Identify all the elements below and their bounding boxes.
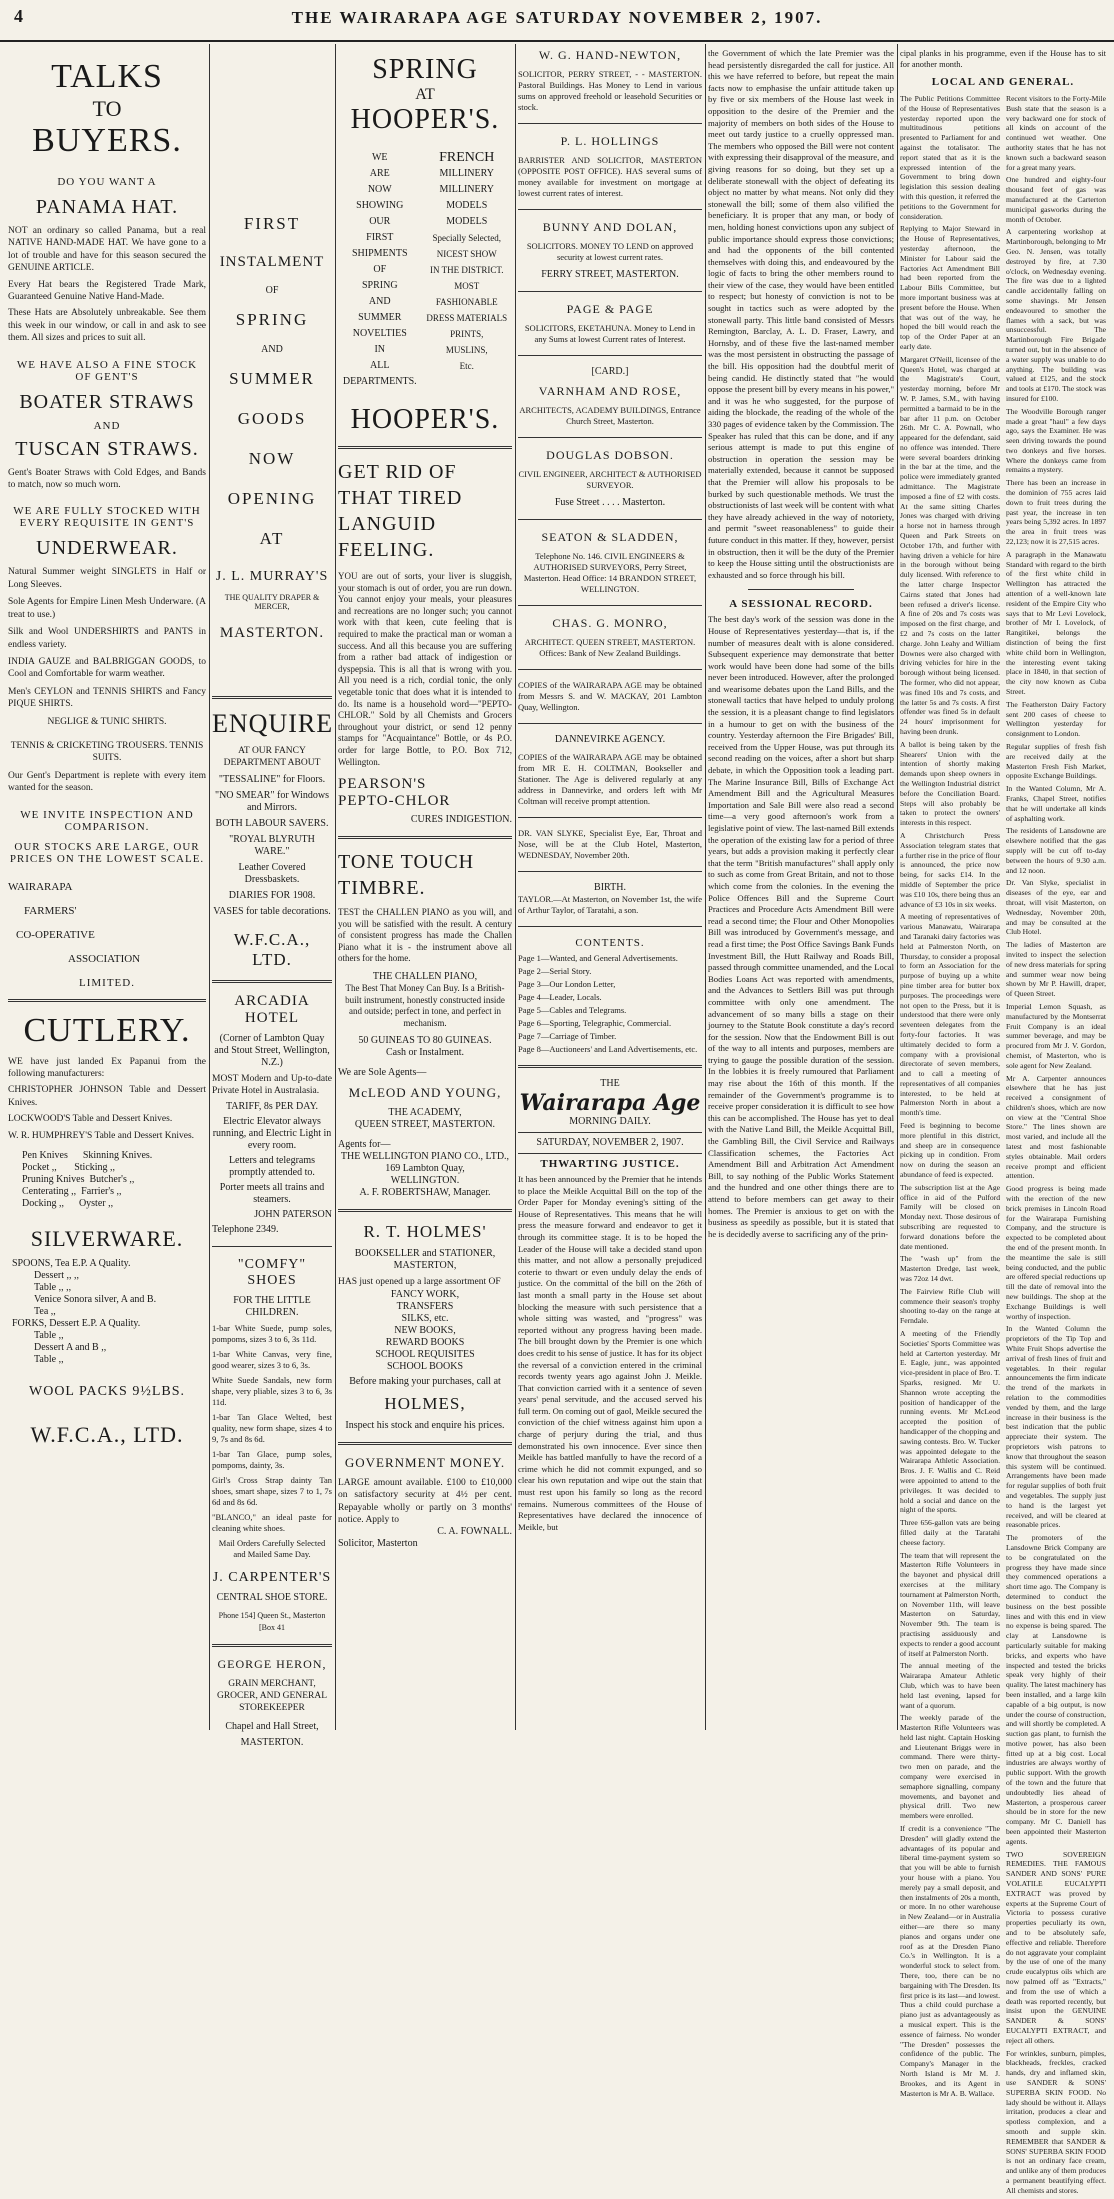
- panama-text: NOT an ordinary so called Panama, but a real NATIVE HAND-MADE HAT. We have gone to a lot of trouble and have for this season secured the GENUINE ARTICLE.: [8, 226, 206, 274]
- column-rule: [335, 44, 336, 1730]
- comfy-heading: "COMFY" SHOES: [237, 1256, 307, 1288]
- column-4: W. G. HAND-NEWTON, SOLICITOR, PERRY STREET, - - MASTERTON. Pastoral Buildings. Has Money to Lend in various sums on approved freehold or leasehold Securities or stock. P. L. HOLLINGS BARRISTER AND SOLICITOR, MASTERTON (OPPOSITE POST OFFICE). HAS several sums of money available for investment on mortgage at lowest current rates of interest. BUNNY AND DOLAN, SOLICITORS. MONEY TO LEND on approved security at lowest current rates. FERRY STREET, MASTERTON. PAGE & PAGE SOLICITORS, EKETAHUNA. Money to Lend in any Sums at lowest Current rates of Interest. [CARD.] VARNHAM AND ROSE, ARCHITECTS, ACADEMY BUILDINGS, Entrance Church Street, Masterton. DOUGLAS DOBSON. CIVIL ENGINEER, ARCHITECT & AUTHORISED SURVEYOR. Fuse Street . . . . Masterton. SEATON & SLADDEN, Telephone No. 146. CIVIL ENGINEERS & AUTHORISED SURVEYORS, Perry Street, Masterton. Head Office: 14 BRANDON STREET, WELLINGTON. CHAS. G. MONRO, ARCHITECT. QUEEN STREET, MASTERTON. Offices: Bank of New Zealand Buildings. COPIES of the WAIRARAPA AGE may be obtained from Messrs S. and W. MACKAY, 201 Lambton Quay, Wellington. DANNEVIRKE AGENCY. COPIES of the WAIRARAPA AGE may be obtained from MR E. H. COLTMAN, Bookseller and Stationer. The Age is delivered regularly at any address in Dannevirke, and orders left with Mr Coltman will receive prompt attention. DR. VAN SLYKE, Specialist Eye, Ear, Throat and Nose, will be at the Club Hotel, Masterton, WEDNESDAY, November 20th. BIRTH. TAYLOR.—At Masterton, on November 1st, the wife of Arthur Taylor, of Taratahi, a son. CONTENTS. Page 1—Wanted, and General Advertisements. Page 2—Serial Story. Page 3—Our London Letter, Page 4—Leader, Locals. Page 5—Cables and Telegrams. Page 6—Sporting, Telegraphic, Commercial. Page 7—Carriage of Timber. Page 8—Auctioneers' and Land Advertisements, etc. THE Wairarapa Age MORNING DAILY. SATURDAY, NOVEMBER 2, 1907. THWARTING JUSTICE. It has been announced by the Premier that he intends to place the Meikle Acquittal Bill on the top of the Order Paper for Monday evening's sitting of the House of Representatives. This means that he will press the measure forward and endeavor to get it through its committee stage. It is to be hoped the Leader of the House will take a decided stand upon this matter, and not allow a personally prejudiced coterie to thwart or even unduly delay the ends of justice. On the committal of the bill on the 26th of last month a small party in the House set about blocking the measure with such persistence that a whole sitting was wasted, and "progress" was reported without any progress having been made. The bill brought down by the Premier is one which does credit to his sense of justice. It has for its object the reversal of a conviction entered in the criminal records twenty years ago against John J. Meikle. That conviction carried with it a sentence of seven years' penal servitude, and the accused served his full term. On coming out of gaol, Meikle secured the conviction of the chief witness against him upon a charge of perjury during the trial, and thus demonstrated his own innocence. Ever since then Meikle has battled manfully to have the record of a crime which he did not commit expunged, and so clear his own reputation and wipe out the stain that must rest upon his family so long as the record remains. Numerous committees of the House of Representatives have declared the innocence of Meikle, but: [518, 48, 702, 1532]
- panama-text2: Every Hat bears the Registered Trade Mark, Guaranteed Genuine Native Hand-Made.: [8, 279, 206, 303]
- heron-heading: GEORGE HERON,: [217, 1656, 327, 1671]
- enquire-list: "TESSALINE" for Floors. "NO SMEAR" for Windows and Mirrors. BOTH LABOUR SAVERS. "ROYAL BLYRUTH WARE." Leather Covered Dressbaskets. DIARIES FOR 1908. VASES for table decorations.: [213, 773, 331, 917]
- leader-text: It has been announced by the Premier that he intends to place the Meikle Acquittal Bill on the top of the Order Paper for Monday evening's sitting of the House of Representatives. This means that he will press the measure forward and endeavor to get it through its committee stage. It is to be hoped the Leader of the House will take a decided stand upon this matter, and not allow a personally prejudiced coterie to thwart or even unduly delay the ends of justice. On the committal of the bill on the 26th of last month a small party in the House set about blocking the measure with such persistence that a whole sitting was wasted, and "progress" was reported without any progress having been made. The bill brought down by the Premier is one which does credit to his sense of justice. It has for its object the reversal of a conviction entered in the criminal records twenty years ago against John J. Meikle. That conviction carried with it a sentence of seven years' penal servitude, and the accused served his full term. On coming out of gaol, Meikle secured the conviction of the chief witness against him upon a charge of perjury during the trial, and thus demonstrated his own innocence. Ever since then Meikle has battled manfully to have the record of a crime which he did not commit expunged, and so clear his own reputation and wipe out the stain that must rest upon his family so long as the record remains. Numerous committees of the House of Representatives have declared the innocence of Meikle, but: [518, 1174, 702, 1532]
- column-3: SPRING AT HOOPER'S. WE ARE NOW SHOWING OUR FIRST SHIPMENTS OF SPRING AND SUMMER NOVELTIES IN ALL DEPARTMENTS. FRENCH MILLINERY MILLINERY MODELS MODELS Specially Selected, NICEST SHOW IN THE DISTRICT. MOST FASHIONABLE DRESS MATERIALS PRINTS, MUSLINS, Etc. HOOPER'S. GET RID OF THAT TIRED LANGUID FEELING. YOU are out of sorts, your liver is sluggish, your stomach is out of order, you are run down. You cannot enjoy your meals, your pleasures and recreations are no longer such; you cannot work with that keen, cute feeling that is required to make the practical man or woman a success. And all this because you are suffering from a rather bad attack of indigestion or dyspepsia. This is all that is wrong with you. All you need is a rich, cordial tonic, the only vegetable tonic that does what it is intended to do. Its name is a household word—"PEPTO-CHLOR." Sold by all Chemists and Grocers throughout your district, or send 12 penny stamps for "Acquaintance" Bottle, or 4s P.O. order for large Bottle, to P.O. Box 712, Wellington. PEARSON'S PEPTO-CHLOR CURES INDIGESTION. TONE TOUCH TIMBRE. TEST the CHALLEN PIANO as you will, and you will be satisfied with the result. A century of consistent progress has made the Challen Piano what it is - the instrument above all others for the home. THE CHALLEN PIANO, The Best That Money Can Buy. Is a British-built instrument, honestly constructed inside and outside; perfect in tone, and perfect in mechanism. 50 GUINEAS TO 80 GUINEAS. Cash or Instalment. We are Sole Agents— McLEOD AND YOUNG, THE ACADEMY, QUEEN STREET, MASTERTON. Agents for— THE WELLINGTON PIANO CO., LTD., 169 Lambton Quay, WELLINGTON. A. F. ROBERTSHAW, Manager. R. T. HOLMES' BOOKSELLER and STATIONER, MASTERTON, HAS just opened up a large assortment OF FANCY WORK, TRANSFERS SILKS, etc. NEW BOOKS, REWARD BOOKS SCHOOL REQUISITES SCHOOL BOOKS Before making your purchases, call at HOLMES, Inspect his stock and enquire his prices. GOVERNMENT MONEY. LARGE amount available. £100 to £10,000 on satisfactory security at 4½ per cent. Repayable wholly or partly on 3 months' notice. Apply to C. A. FOWNALL. Solicitor, Masterton: [338, 54, 512, 1550]
- leader-heading: THWARTING JUSTICE.: [540, 1158, 680, 1170]
- invite-text: WE INVITE INSPECTION AND COMPARISON.: [20, 808, 194, 833]
- getrid-heading: GET RID OF THAT TIRED LANGUID FEELING.: [338, 461, 463, 561]
- spring-heading: SPRING AT HOOPER'S.: [350, 54, 500, 135]
- getrid-text: YOU are out of sorts, your liver is sluggish, your stomach is out of order, you are run down. You cannot enjoy your meals, your pleasures and recreations are no longer such; you cannot work with that keen, cute feeling that is required to make the practical man or woman a success. And all this because you are suffering from a rather bad attack of indigestion or dyspepsia. This is all that is wrong with you. All you need is a rich, cordial tonic, the only vegetable tonic that does what it is intended to do. Its name is a household word—"PEPTO-CHLOR." Sold by all Chemists and Grocers throughout your district, or send 12 penny stamps for "Acquaintance" Bottle, or 4s P.O. order for large Bottle, to P.O. Box 712, Wellington.: [338, 571, 512, 767]
- column-6: cipal planks in his programme, even if the House has to sit for another month. LOCAL AND GENERAL. The Public Petitions Committee of the House of Representatives yesterday reported upon the multitudinous petitions presented to Parliament for and against the totalisator. The report stated that as it is the expressed intention of the Government to bring down legislation this session dealing with this question, it referred the petitions to the Government for consideration. Replying to Major Steward in the House of Representatives, yesterday afternoon, the Minister for Labour said the Factories Act Amendment Bill had been reported from the Labour Bills Committee, but more important business was at present before the House. When that was out of the way, he hoped the bill would reach the top of the Order Paper at an early date. Margaret O'Neill, licensee of the Queen's Hotel, was charged at the Magistrate's Court, yesterday morning, before Mr W. P. James, S.M., with having permitted a barmaid to be in the bar after 11 p.m. on October 26th. Mr C. A. Pownall, who appeared for the defendant, said no offence was intended. There were several boarders drinking in the bar at the time, and the police were immediately granted admittance. The Magistrate imposed a fine of £2 with costs. At the same sitting Charles Jones was charged with driving a horse not in harness through Queen and Park Streets on October 17th, and further with having driven a vehicle for hire in the borough without being duly licensed. With reference to the latter charge Inspector Cairns stated that Jones had been refused a driver's license. A fine of 20s and 7s costs was imposed on the first charge, and £2 and 7s costs on the latter charge. John Leahy and William Downes were also charged with driving vehicles for hire in the borough without being licensed. The former, who did not appear, was fined 10s and 7s costs, and the latter 5s and 7s costs. A first offender was fined 5s in default 24 hours' imprisonment for having been drunk. A ballot is being taken by the Shearers' Union with the intention of shortly making demands upon sheep owners in the Wellington Industrial district before the Conciliation Board. Steps will also probably be taken to protect the owners' interests in this respect. A Christchurch Press Association telegram states that a further rise in the price of flour is announced, the price now being, for sacks £14. In the middle of September the price was £10 10s, there being thus an advance of £3 10s in six weeks. A meeting of representatives of various Manawatu, Wairarapa and Taranaki dairy factories was held at Palmerston North, on Thursday, to consider a proposal to form an Association for the purpose of buying up a white pine timber area for butter box purposes. The proceedings were not open to the Press, but it is understood that there were only seventeen delegates from the forty-four factories. It was ultimately decided to form a company with a provisional directorate of seven members, and to call a meeting of representatives of all companies interested, to be held at Palmerston North in about a month's time. Feed is beginning to become more plentiful in this district, and sheep are in consequence picking up in condition. From now on during the season an abundance of feed is expected. The subscription list at the Age office in aid of the Pulford Family will be closed on Monday next. Those desirous of subscribing are requested to forward donations before the date mentioned. The "wash up" from the Masterton Dredge, last week, was 72oz 14 dwt. The Fairview Rifle Club will commence their season's trophy shooting to-day on the range at Ferndale. A meeting of the Friendly Societies' Sports Committee was held at Carterton yesterday. Mr E. Eagle, junr., was appointed vice-president in place of Bro. T. Sparks, resigned. Mr U. Shannon wrote accepting the position of handicapper of the running events. Mr McLeod accepted the position of handicapper of the chopping and sawing contests. Bro. W. Tucker was appointed delegate to the Wairarapa Athletic Association. Bros. J. F. Wallis and C. Reid were appointed to attend to the privileges. It was decided to hold a social and dance on the night of the sports. Three 656-gallon vats are being filled daily at the Taratahi cheese factory. The team that will represent the Masterton Rifle Volunteers in the bayonet and physical drill exercises at the military tournament at Palmerston North, on November 11th, will leave Masterton on Saturday, November 9th. The team is practising assiduously and expects to render a good account of itself at Palmerston North. The annual meeting of the Wairarapa Amateur Athletic Club, which was to have been held last evening, lapsed for want of a quorum. The weekly parade of the Masterton Rifle Volunteers was held last night. Captain Hosking and Lieutenant Briggs were in command. There were thirty-two men on parade, and the company were exercised in semaphore signalling, company movements, and bayonet and physical drill. Two new members were enrolled. If credit is a convenience "The Dresden" will gladly extend the advantages of its popular and liberal time-payment system so that you will be able to furnish your house with a piano. You merely pay a small deposit, and then instalments of 20s a month, or more. In no other warehouse in New Zealand—or in Australia either—are there so many pianos and organs under one roof as at the Dresden Piano Co.'s in Wellington. It is a wonderful stock to select from. There, too, there can be no bargaining with The Dresden. Its first price is its last—and lowest. Thus a child could purchase a piano just as advantageously as a musical expert. This is the essence of fairness. No wonder "The Dresden" possesses the confidence of the public. The Company's Manager in the North Island is Mr M. J. Brookes, and its Agent in Masterton is Mr A. B. Wallace. Recent visitors to the Forty-Mile Bush state that the season is a very backward one for stock of all kinds on account of the continued wet weather. One authority states that he has not known such a backward season for a great many years. One hundred and eighty-four thousand feet of gas was manufactured at the Carterton municipal gasworks during the month of October. A carpentering workshop at Martinborough, belonging to Mr Geo. N. Jensen, was totally destroyed by fire, at 7.30 o'clock, on Wednesday evening. The fire was due to a lighted candle accidentally falling on some shavings. Mr Jensen endeavoured to smother the flames with a sack, but was unsuccessful. The Martinborough Fire Brigade turned out, but in the absence of a water supply was unable to do anything. The building was valued at £125, and the stock and tools at £170. The stock was insured for £100. The Woodville Borough ranger made a great "haul" a few days ago, says the Examiner. He was seen driving towards the pound two donkeys and five horses. Where the donkeys came from remains a mystery. There has been an increase in the dominion of 755 acres laid down to fruit trees during the past year, the increase in ten years being 5,392 acres. In 1897 the area in fruit trees was 22,123; now it is 27,515 acres. A paragraph in the Manawatu Standard with regard to the birth of the first white child in Wellington has attracted the attention of a well-known late resident of the Empire City who says that to Mr Levi Lovelock, brother of Mr I. Lovelock, of Rangitikei, belongs the distinction of being the first white child born in Wellington, the interesting event taking place in 1840, in that section of the city now known as Cuba Street. The Featherston Dairy Factory sent 200 cases of cheese to Wellington yesterday for consignment to London. Regular supplies of fresh fish are received daily at the Masterton Fresh Fish Market, opposite Exchange Buildings. In the Wanted Column, Mr A. Franks, Chapel Street, notifies that he will undertake all kinds of asphalting work. The residents of Lansdowne are elsewhere notified that the gas supply will be cut off to-day between the hours of 9.30 a.m. and 12 noon. Dr. Van Slyke, specialist in diseases of the eye, ear and throat, will visit Masterton, on Wednesday, November 20th, and may be consulted at the Club Hotel. The ladies of Masterton are invited to inspect the selection of new dress materials for spring and summer wear now being shown by Mr P. Hawill, draper, of Queen Street. Imperial Lemon Squash, as manufactured by the Montserrat Fruit Company is an ideal summer beverage, and may be procured from Mr J. V. Gordon, chemist, of Masterton, who is sole agent for New Zealand. Mr A. Carpenter announces elsewhere that he has just received a consignment of children's shoes, which are now on view at the "Central Shoe Store." The lines shown are most varied, and include all the latest and most fashionable styles obtainable. Mail orders receive prompt and efficient attention. Good progress is being made with the erection of the new brick premises in Lincoln Road for the Wairarapa Furnishing Company, and the structure is expected to be completed about the end of the present month. In the meantime the sale is still being conducted, and the public are offered special reductions up till the date of removal into the new buildings. The shop at the Exchange Buildings is well worthy of inspection. In the Wanted Column the proprietors of the Tip Top and White Fruit Shops advertise the arrival of fresh lines of fruit and vegetables. In their regular announcements the firm indicate the trend of the markets in relation to the commodities vended by them, and the large increase in their business is the best indication that the public appreciate their system. The proprietors wish patrons to know that throughout the season this system will be continued. Arrangements have been made for regular supplies of both fruit and vegetables. The supply just to hand is the largest yet received, and will be cleared at reasonable prices. The promoters of the Lansdowne Brick Company are to be congratulated on the progress they have made since they commenced operations a short time ago. The Company is determined to conduct the business on the best possible lines and with this end in view no expense is being spared. The clay at Lansdowne is particularly suitable for making bricks, and experts who have inspected and tested the bricks speak very highly of their quality. The latest machinery has been installed, and a large kiln capable of a big output, is now under the course of construction, and will shortly be completed. A suction gas plant, to furnish the motive power, has also been fitted up at a big cost. Local industries are always worthy of public support. With the growth of the town and the future that undoubtedly lies ahead of Masterton, a prosperous career should be in store for the new company. Mr C. Daniell has been appointed their Masterton agents. TWO SOVEREIGN REMEDIES. THE FAMOUS SANDER AND SONS' PURE VOLATILE EUCALYPTI EXTRACT was proved by experts at the Supreme Court of Victoria to possess curative properties peculiarly its own, and to be absolutely safe, effective and reliable. Therefore do not aggravate your complaint by the use of one of the many crude eucalyptus oils which are now palmed off as "Extracts," and from the use of which a death was reported recently, but insist upon the GENUINE SANDER & SONS' EUCALYPTI EXTRACT, and reject all others. For wrinkles, sunburn, pimples, blackheads, freckles, cracked hands, dry and inflamed skin, use SANDER & SONS' SUPERBA SKIN FOOD. No lady should be without it. Allays irritation, produces a clear and spotless complexion, and a smooth and supple skin. REMEMBER that SANDER & SONS' SUPERBA SKIN FOOD is not an ordinary face cream, and unlike any of them produces a permanent beautifying effect. All chemists and stores.: [900, 44, 1106, 1730]
- wool-packs: WOOL PACKS 9½LBS.: [29, 1384, 185, 1399]
- column-2: FIRST INSTALMENT OF SPRING AND SUMMER GOODS NOW OPENING AT J. L. MURRAY'S THE QUALITY DRAPER & MERCER, MASTERTON. ENQUIRE AT OUR FANCY DEPARTMENT ABOUT "TESSALINE" for Floors. "NO SMEAR" for Windows and Mirrors. BOTH LABOUR SAVERS. "ROYAL BLYRUTH WARE." Leather Covered Dressbaskets. DIARIES FOR 1908. VASES for table decorations. W.F.C.A., LTD. ARCADIA HOTEL (Corner of Lambton Quay and Stout Street, Wellington, N.Z.) MOST Modern and Up-to-date Private Hotel in Australasia. TARIFF, 8s PER DAY. Electric Elevator always running, and Electric Light in every room. Letters and telegrams promptly attended to. Porter meets all trains and steamers. JOHN PATERSON Telephone 2349. "COMFY" SHOES FOR THE LITTLE CHILDREN. 1-bar White Suede, pump soles, pompoms, sizes 3 to 6, 3s 11d. 1-bar White Canvas, very fine, good wearer, sizes 3 to 6, 3s. White Suede Sandals, new form shape, very pliable, sizes 3 to 6, 3s 11d. 1-bar Tan Glace Welted, best quality, new form shape, sizes 4 to 9, 7s and 8s 6d. 1-bar Tan Glace, pump soles, pompoms, dainty, 3s. Girl's Cross Strap dainty Tan shoes, smart shape, sizes 7 to 1, 7s 6d and 8s 6d. "BLANCO," an ideal paste for cleaning white shoes. Mail Orders Carefully Selected and Mailed Same Day. J. CARPENTER'S CENTRAL SHOE STORE. Phone 154] Queen St., Masterton [Box 41 GEORGE HERON, GRAIN MERCHANT, GROCER, AND GENERAL STOREKEEPER Chapel and Hall Street, MASTERTON.: [212, 214, 334, 1748]
- and-label: AND: [93, 419, 121, 432]
- edition-date: SATURDAY, NOVEMBER 2, 1907.: [536, 1137, 684, 1148]
- holmes-heading: R. T. HOLMES': [363, 1222, 487, 1242]
- page-number: 4: [14, 6, 23, 26]
- nameplate: Wairarapa Age: [519, 1090, 701, 1116]
- panama-heading: PANAMA HAT.: [35, 196, 179, 218]
- wfca-footer: W.F.C.A., LTD.: [30, 1422, 184, 1447]
- hoopers-footer: HOOPER'S.: [350, 404, 500, 435]
- local-general-heading: LOCAL AND GENERAL.: [931, 76, 1075, 88]
- cutlery-text: WE have just landed Ex Papanui from the following manufacturers:: [8, 1056, 206, 1079]
- underwear-heading: UNDERWEAR.: [36, 537, 178, 560]
- tone-heading: TONE TOUCH TIMBRE.: [338, 851, 475, 900]
- knives-list: Pen Knives Skinning Knives. Pocket ,, Sticking ,, Pruning Knives Butcher's ,, Centerating ,, Farrier's ,, Docking ,, Oyster ,,: [22, 1150, 153, 1209]
- comfy-list: 1-bar White Suede, pump soles, pompoms, sizes 3 to 6, 3s 11d. 1-bar White Canvas, very fine, good wearer, sizes 3 to 6, 3s. White Suede Sandals, new form shape, very pliable, sizes 3 to 6, 3s 11d. 1-bar Tan Glace Welted, best quality, new form shape, sizes 4 to 9, 7s and 8s 6d. 1-bar Tan Glace, pump soles, pompoms, dainty, 3s. Girl's Cross Strap dainty Tan shoes, smart shape, sizes 7 to 1, 7s 6d and 8s 6d. "BLANCO," an ideal paste for cleaning white shoes. Mail Orders Carefully Selected and Mailed Same Day.: [212, 1322, 332, 1559]
- enquire-heading: ENQUIRE: [212, 709, 334, 738]
- underwear-intro: WE ARE FULLY STOCKED WITH EVERY REQUISITE IN GENT'S: [13, 505, 201, 530]
- murray-ad: FIRST INSTALMENT OF SPRING AND SUMMER GOODS NOW OPENING AT J. L. MURRAY'S THE QUALITY DRAPER & MERCER, MASTERTON.: [215, 214, 329, 641]
- contents-heading: CONTENTS.: [575, 937, 645, 949]
- masthead: [0, 0, 1114, 42]
- association-block: WAIRARAPA FARMERS' CO-OPERATIVE ASSOCIATION LIMITED.: [8, 880, 141, 989]
- gent-intro: WE HAVE ALSO A FINE STOCK OF GENT'S: [16, 358, 198, 383]
- contents-list: Page 1—Wanted, and General Advertisements. Page 2—Serial Story. Page 3—Our London Letter, Page 4—Leader, Locals. Page 5—Cables and Telegrams. Page 6—Sporting, Telegraphic, Commercial. Page 7—Carriage of Timber. Page 8—Auctioneers' and Land Advertisements, etc.: [518, 953, 698, 1054]
- panama-text3: These Hats are Absolutely unbreakable. See them this week in our window, or call in and ask to see them. All sizes and prices to suit all.: [8, 308, 206, 344]
- hoopers-fashion: WE ARE NOW SHOWING OUR FIRST SHIPMENTS OF SPRING AND SUMMER NOVELTIES IN ALL DEPARTMENTS. FRENCH MILLINERY MILLINERY MODELS MODELS Specially Selected, NICEST SHOW IN THE DISTRICT. MOST FASHIONABLE DRESS MATERIALS PRINTS, MUSLINS, Etc.: [342, 150, 508, 387]
- column-rule: [897, 44, 898, 1730]
- govt-money-heading: GOVERNMENT MONEY.: [344, 1454, 506, 1470]
- panama-intro: DO YOU WANT A: [57, 176, 157, 188]
- masthead-title: THE WAIRARAPA AGE SATURDAY NOVEMBER 2, 1907.: [291, 8, 823, 27]
- silverware-heading: SILVERWARE.: [30, 1226, 184, 1251]
- cutlery-heading: CUTLERY.: [23, 1011, 191, 1049]
- session-heading: A SESSIONAL RECORD.: [729, 598, 873, 611]
- column-rule: [209, 44, 210, 1730]
- local-general-body: The Public Petitions Committee of the House of Representatives yesterday reported upon the multitudinous petitions presented to Parliament for and against the totalisator. The report stated that as it is the expressed intention of the Government to bring down legislation this session dealing with this question, it referred the petitions to the Government for consideration. Replying to Major Steward in the House of Representatives, yesterday afternoon, the Minister for Labour said the Factories Act Amendment Bill had been reported from the Labour Bills Committee, but more important business was at present before the House. When that was out of the way, he hoped the bill would reach the top of the Order Paper at an early date. Margaret O'Neill, licensee of the Queen's Hotel, was charged at the Magistrate's Court, yesterday morning, before Mr W. P. James, S.M., with having permitted a barmaid to be in the bar after 11 p.m. on October 26th. Mr C. A. Pownall, who appeared for the defendant, said no offence was intended. There were several boarders drinking in the bar at the time, and the police were immediately granted admittance. The Magistrate imposed a fine of £2 with costs. At the same sitting Charles Jones was charged with driving a horse not in harness through Queen and Park Streets on October 17th, and further with having driven a vehicle for hire in the borough without being duly licensed. With reference to the latter charge Inspector Cairns stated that Jones had been refused a driver's license. A fine of 20s and 7s costs was imposed on the first charge, and £2 and 7s costs on the latter charge. John Leahy and William Downes were also charged with driving vehicles for hire in the borough without being licensed. The former, who did not appear, was fined 10s and 7s costs, and the latter 5s and 7s costs. A first offender was fined 5s in default 24 hours' imprisonment for having been drunk. A ballot is being taken by the Shearers' Union with the intention of shortly making demands upon sheep owners in the Wellington Industrial district before the Conciliation Board. Steps will also probably be taken to protect the owners' interests in this respect. A Christchurch Press Association telegram states that a further rise in the price of flour is announced, the price now being, for sacks £14. In the middle of September the price was £10 10s, there being thus an advance of £3 10s in six weeks. A meeting of representatives of various Manawatu, Wairarapa and Taranaki dairy factories was held at Palmerston North, on Thursday, to consider a proposal to form an Association for the purpose of buying up a white pine timber area for butter box purposes. The proceedings were not open to the Press, but it is understood that there were only seventeen delegates from the forty-four factories. It was ultimately decided to form a company with a provisional directorate of seven members, and to call a meeting of representatives of all companies interested, to be held at Palmerston North in about a month's time. Feed is beginning to become more plentiful in this district, and sheep are in consequence picking up in condition. From now on during the season an abundance of feed is expected. The subscription list at the Age office in aid of the Pulford Family will be closed on Monday next. Those desirous of subscribing are requested to forward donations before the date mentioned. The "wash up" from the Masterton Dredge, last week, was 72oz 14 dwt. The Fairview Rifle Club will commence their season's trophy shooting to-day on the range at Ferndale. A meeting of the Friendly Societies' Sports Committee was held at Carterton yesterday. Mr E. Eagle, junr., was appointed vice-president in place of Bro. T. Sparks, resigned. Mr U. Shannon wrote accepting the position of handicapper of the running events. Mr McLeod accepted the position of handicapper of the chopping and sawing contests. Bro. W. Tucker was appointed delegate to the Wairarapa Athletic Association. Bros. J. F. Wallis and C. Reid were appointed to attend to the privileges. It was decided to hold a social and dance on the night of the sports. Three 656-gallon vats are being filled daily at the Taratahi cheese factory. The team that will represent the Masterton Rifle Volunteers in the bayonet and physical drill exercises at the military tournament at Palmerston North, on November 11th, will leave Masterton on Saturday, November 9th. The team is practising assiduously and expects to render a good account of itself at Palmerston North. The annual meeting of the Wairarapa Amateur Athletic Club, which was to have been held last evening, lapsed for want of a quorum. The weekly parade of the Masterton Rifle Volunteers was held last night. Captain Hosking and Lieutenant Briggs were in command. There were thirty-two men on parade, and the company were exercised in semaphore signalling, company movements, and bayonet and physical drill. Two new members were enrolled. If credit is a convenience "The Dresden" will gladly extend the advantages of its popular and liberal time-payment system so that you will be able to furnish your house with a piano. You merely pay a small deposit, and then instalments of 20s a month, or more. In no other warehouse in New Zealand—or in Australia either—are there so many pianos and organs under one roof as at the Dresden Piano Co.'s in Wellington. It is a wonderful stock to select from. There, too, there can be no bargaining with The Dresden. Its first price is its last—and lowest. Thus a child could purchase a piano just as advantageously as a musical expert. This is the essence of fairness. No wonder "The Dresden" possesses the confidence of the public. The Company's Manager in the North Island is Mr M. J. Brookes, and its Agent in Masterton is Mr A. B. Wallace. Recent visitors to the Forty-Mile Bush state that the season is a very backward one for stock of all kinds on account of the continued wet weather. One authority states that he has not known such a backward season for a great many years. One hundred and eighty-four thousand feet of gas was manufactured at the Carterton municipal gasworks during the month of October. A carpentering workshop at Martinborough, belonging to Mr Geo. N. Jensen, was totally destroyed by fire, at 7.30 o'clock, on Wednesday evening. The fire was due to a lighted candle accidentally falling on some shavings. Mr Jensen endeavoured to smother the flames with a sack, but was unsuccessful. The Martinborough Fire Brigade turned out, but in the absence of a water supply was unable to do anything. The building was valued at £125, and the stock and tools at £170. The stock was insured for £100. The Woodville Borough ranger made a great "haul" a few days ago, says the Examiner. He was seen driving towards the pound two donkeys and five horses. Where the donkeys came from remains a mystery. There has been an increase in the dominion of 755 acres laid down to fruit trees during the past year, the increase in ten years being 5,392 acres. In 1897 the area in fruit trees was 22,123; now it is 27,515 acres. A paragraph in the Manawatu Standard with regard to the birth of the first white child in Wellington has attracted the attention of a well-known late resident of the Empire City who says that to Mr Levi Lovelock, brother of Mr I. Lovelock, of Rangitikei, belongs the distinction of being the first white child born in Wellington, the interesting event taking place in 1840, in that section of the city now known as Cuba Street. The Featherston Dairy Factory sent 200 cases of cheese to Wellington yesterday for consignment to London. Regular supplies of fresh fish are received daily at the Masterton Fresh Fish Market, opposite Exchange Buildings. In the Wanted Column, Mr A. Franks, Chapel Street, notifies that he will undertake all kinds of asphalting work. The residents of Lansdowne are elsewhere notified that the gas supply will be cut off to-day between the hours of 9.30 a.m. and 12 noon. Dr. Van Slyke, specialist in diseases of the eye, ear and throat, will visit Masterton, on Wednesday, November 20th, and may be consulted at the Club Hotel. The ladies of Masterton are invited to inspect the selection of new dress materials for spring and summer wear now being shown by Mr P. Hawill, draper, of Queen Street. Imperial Lemon Squash, as manufactured by the Montserrat Fruit Company is an ideal summer beverage, and may be procured from Mr J. V. Gordon, chemist, of Masterton, who is sole agent for New Zealand. Mr A. Carpenter announces elsewhere that he has just received a consignment of children's shoes, which are now on view at the "Central Shoe Store." The lines shown are most varied, and include all the latest and most fashionable styles obtainable. Mail orders receive prompt and efficient attention. Good progress is being made with the erection of the new brick premises in Lincoln Road for the Wairarapa Furnishing Company, and the structure is expected to be completed about the end of the present month. In the meantime the sale is still being conducted, and the public are offered special reductions up till the date of removal into the new buildings. The shop at the Exchange Buildings is well worthy of inspection. In the Wanted Column the proprietors of the Tip Top and White Fruit Shops advertise the arrival of fresh lines of fruit and vegetables. In their regular announcements the firm indicate the trend of the markets in relation to the commodities vended by them, and the large increase in their business is the best indication that the public appreciate their system. The proprietors wish patrons to know that throughout the season this system will be continued. Arrangements have been made for regular supplies of both fruit and vegetables. The supply just to hand is the largest yet received, and will be cleared at reasonable prices. The promoters of the Lansdowne Brick Company are to be congratulated on the progress they have made since they commenced operations a short time ago. The Company is determined to conduct the business on the best possible lines and with this end in view no expense is being spared. The clay at Lansdowne is particularly suitable for making bricks, and experts who have inspected and tested the bricks speak very highly of their quality. The latest machinery has been installed, and a large kiln capable of a big output, is now under the course of construction, and will shortly be completed. A suction gas plant, to furnish the motive power, has also been fitted up at a big cost. Local industries are always worthy of public support. With the growth of the town and the future that undoubtedly lies ahead of Masterton, a prosperous career should be in store for the new company. Mr C. Daniell has been appointed their Masterton agents. TWO SOVEREIGN REMEDIES. THE FAMOUS SANDER AND SONS' PURE VOLATILE EUCALYPTI EXTRACT was proved by experts at the Supreme Court of Victoria to possess curative properties peculiarly its own, and to be absolutely safe, effective and reliable. Therefore do not aggravate your complaint by the use of one of the many crude eucalyptus oils which are now palmed off as "Extracts," and from the use of which a death was reported recently, but insist upon the GENUINE SANDER & SONS' EUCALYPTI EXTRACT, and reject all others. For wrinkles, sunburn, pimples, blackheads, freckles, cracked hands, dry and inflamed skin, use SANDER & SONS' SUPERBA SKIN FOOD. No lady should be without it. Allays irritation, produces a clear and spotless complexion, and a smooth and supple skin. REMEMBER that SANDER & SONS' SUPERBA SKIN FOOD is not an ordinary face cream, and unlike any of them produces a permanent beautifying effect. All chemists and stores.: [900, 94, 1106, 2195]
- column-1: TALKS TO BUYERS. DO YOU WANT A PANAMA HAT. NOT an ordinary so called Panama, but a real NATIVE HAND-MADE HAT. We have gone to a lot of trouble and have for this season secured the GENUINE ARTICLE. Every Hat bears the Registered Trade Mark, Guaranteed Genuine Native Hand-Made. These Hats are Absolutely unbreakable. See them this week in our window, or call in and ask to see them. All sizes and prices to suit all. WE HAVE ALSO A FINE STOCK OF GENT'S BOATER STRAWS AND TUSCAN STRAWS. Gent's Boater Straws with Cold Edges, and Bands to match, now so much worn. WE ARE FULLY STOCKED WITH EVERY REQUISITE IN GENT'S UNDERWEAR. Natural Summer weight SINGLETS in Half or Long Sleeves. Sole Agents for Empire Linen Mesh Underware. (A treat to use.) Silk and Wool UNDERSHIRTS and PANTS in endless variety. INDIA GAUZE and BALBRIGGAN GOODS, to Cool and Comfortable for warm weather. Men's CEYLON and TENNIS SHIRTS and Fancy PIQUE SHIRTS. NEGLIGE & TUNIC SHIRTS. TENNIS & CRICKETING TROUSERS. TENNIS SUITS. Our Gent's Department is replete with every item wanted for the season. WE INVITE INSPECTION AND COMPARISON. OUR STOCKS ARE LARGE, OUR PRICES ON THE LOWEST SCALE. WAIRARAPA FARMERS' CO-OPERATIVE ASSOCIATION LIMITED. CUTLERY. WE have just landed Ex Papanui from the following manufacturers: CHRISTOPHER JOHNSON Table and Dessert Knives. LOCKWOOD'S Table and Dessert Knives. W. R. HUMPHREY'S Table and Dessert Knives. Pen Knives Skinning Knives. Pocket ,, Sticking ,, Pruning Knives Butcher's ,, Centerating ,, Farrier's ,, Docking ,, Oyster ,, SILVERWARE. SPOONS, Tea E.P. A Quality. Dessert ,, ,, Table ,, ,, Venice Sonora silver, A and B. Tea ,, FORKS, Dessert E.P. A Quality. Table ,, Dessert A and B ,, Table ,, WOOL PACKS 9½LBS. W.F.C.A., LTD.: [8, 58, 206, 1447]
- arcadia-heading: ARCADIA HOTEL: [234, 992, 310, 1026]
- tuscan-heading: TUSCAN STRAWS.: [15, 437, 199, 460]
- leader-continued: the Government of which the late Premier was the head persistently disregarded the call for justice. All this we have referred to before, but repeat the main facts now to emphasise the unfair attitude taken up by five or six members of the House last week in opposition to the desire of the Premier and the majority of members on both sides of the House to meet out tardy justice to a cruelly oppressed man. The members who opposed the Bill were not content with expressing their disapproval of the measure, and giving reasons for so doing, but they set up a deliberate stonewall with the object of defeating its object no matter by what means. Not only did they stonewall the bill; some of them also vilified the beneficiary. It is proper that any man, or body of men, holding honest convictions upon any subject of public importance should express those convictions; and had the opponents of the bill contented themselves with doing this, and endeavoured by the logic of facts to bring the other members round to their view of the case, they would have been entitled to respect; but honesty of conviction is not to be sought in tactics such as were adopted by the stonewall party. This little band consisted of Messrs Remington, Barclay, A. L. D. Fraser, Lawry, and Hornsby, and of these five the last-named member was the most persistent in obstructing the passage of the bill. His opposition had the doubtful merit of being candid. He distinctly stated that "he would oppose the present bill by every means in his power," and it was he who suggested, for the purpose of aiding the blockade, the reading of the whole of the 330 pages of evidence taken by the Commission. The Speaker has ruled that this can be done, and if any serious attempt is made to put this engine of obstruction in operation the session may be materially extended, because it cannot be supposed that the Premier will allow his proposals to be burked by such questionable methods. We trust the obstructionists of last week will be content with what they have already achieved in the way of notoriety, and permit "sweet reasonableness" to guide their future conduct in this matter. If they, however, persist in obstruction, then it will be the duty of the Premier to keep the House sitting until the obstructionists are exhausted and so force through his bill.: [708, 48, 894, 580]
- column-5: [708, 44, 894, 1730]
- boater-heading: BOATER STRAWS: [19, 390, 195, 413]
- session-text: The best day's work of the session was done in the House of Representatives yesterday—that is, if the number of measures dealt with is alone considered. Subsequent experience may demonstrate that better work would have been done had some of the bills never been introduced. However, after the prolonged and wearisome debates upon the Land Bills, and the stonewall tactics that have helped to unduly prolong the session, it is a pleasant change to find legislators in a humour to get on with the business of the country. Yesterday afternoon the Fire Brigades' Bill, received from the Upper House, was put through its second reading on the voices, after a short but sharp debate, in which the Opposition took a leading part. The Marine Insurance Bill, Bills of Exchange Act Amendment Bill and the Agricultural Measures Importation and Sale Bill were also read a second time—a very good afternoon's work from a legislative point of view. The last-named Bill extends the operation of the existing law for a period of three years, but adds a provision making it perfectly clear that the term "British manufactures" shall apply only to such as come from Great Britain, and not to those which come from the colonies. In the evening the Police Offences Bill and the Supreme Court Practices and Procedure Acts Amendment Bill were read a second time; the Flour and Other Monopolies Bill was introduced by Government's message, and read a first time; the Post Office Savings Bank Funds Investment Bill, the Hutt Railway and Roads Bill, passed through committee unamended, and the Local Bodies Loans Act was reported with amendments, and the Advances to Settlers Bill was put through committee with only one amendment. The advancement of so many bills a stage on their journey to the Statute Book constitute a day's record for the session. Now that the Endowment Bill is out of the way to all intents and purposes, members are trying to gauge the possible duration of the session. In the lobbies it is freely rumoured that Parliament may rise about the 16th of this month. If the remainder of the Government's programme is to receive proper consideration it is difficult to see how this can be accomplished. The House has yet to deal with the Native Land Bill, the Meikle Acquittal Bill, the Gambling Bill, the Civil Service and Railways Classification schemes, the Factories Act Amendment Bill and Arbitration Act Amendment Bill, to say nothing of the Public Works Statement and the hundred and one other things there are to attend to before members can get away to their homes. The Premier is anxious to get on with the business as speedily as possible, but it is stated that he is decidedly averse to sacrificing any of the prin-: [708, 614, 894, 1239]
- newton-heading: W. G. HAND-NEWTON,: [538, 48, 682, 62]
- stocks-text: OUR STOCKS ARE LARGE, OUR PRICES ON THE LOWEST SCALE.: [9, 840, 205, 865]
- silver-list: SPOONS, Tea E.P. A Quality. Dessert ,, ,, Table ,, ,, Venice Sonora silver, A and B. Tea ,, FORKS, Dessert E.P. A Quality. Table ,, Dessert A and B ,, Table ,,: [12, 1258, 157, 1365]
- boater-text: Gent's Boater Straws with Cold Edges, and Bands to match, now so much worn.: [8, 467, 206, 491]
- column-rule: [515, 44, 516, 1730]
- underwear-list: Natural Summer weight SINGLETS in Half or Long Sleeves. Sole Agents for Empire Linen Mesh Underware. (A treat to use.) Silk and Wool UNDERSHIRTS and PANTS in endless variety. INDIA GAUZE and BALBRIGGAN GOODS, to Cool and Comfortable for warm weather. Men's CEYLON and TENNIS SHIRTS and Fancy PIQUE SHIRTS. NEGLIGE & TUNIC SHIRTS. TENNIS & CRICKETING TROUSERS. TENNIS SUITS. Our Gent's Department is replete with every item wanted for the season.: [8, 567, 206, 794]
- talks-heading: TALKS TO BUYERS.: [32, 58, 182, 159]
- column-rule: [705, 44, 706, 1730]
